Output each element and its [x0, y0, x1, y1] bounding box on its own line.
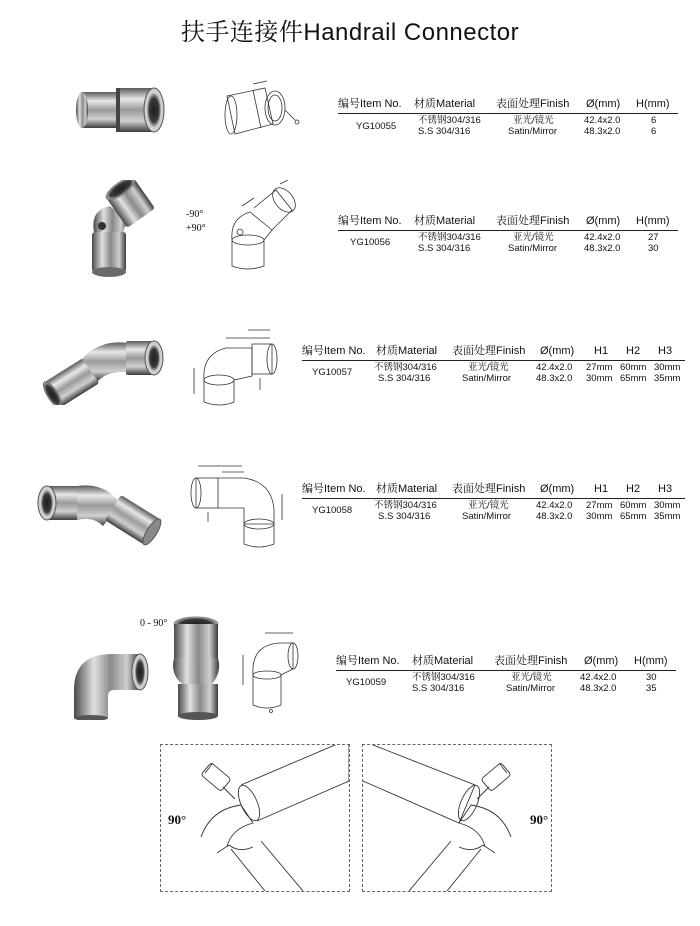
- finish-en: Satin/Mirror: [462, 511, 512, 522]
- header-material: 材质Material: [412, 655, 474, 667]
- product-photo-yg10055: [72, 78, 172, 148]
- header-item-no: 编号Item No.: [302, 483, 366, 495]
- h1-2: 30mm: [586, 373, 613, 384]
- diameter-1: 42.4x2.0: [580, 672, 617, 683]
- h1-1: 27mm: [586, 500, 613, 511]
- header-material: 材质Material: [414, 215, 476, 227]
- header-material: 材质Material: [376, 483, 438, 495]
- angle-label-minus: -90°: [186, 209, 204, 220]
- header-h: H(mm): [634, 655, 668, 667]
- finish-en: Satin/Mirror: [462, 373, 512, 384]
- h-1: 30: [646, 672, 657, 683]
- h3-1: 30mm: [654, 362, 681, 373]
- header-h3: H3: [658, 345, 673, 357]
- product-photo-yg10059-elbow: [60, 640, 150, 720]
- header-h: H(mm): [636, 98, 670, 110]
- material-en: S.S 304/316: [418, 126, 471, 137]
- technical-drawing-yg10057: [190, 318, 285, 408]
- header-finish: 表面处理Finish: [452, 345, 526, 357]
- technical-drawing-yg10059: [235, 625, 305, 715]
- diameter-1: 42.4x2.0: [584, 115, 621, 126]
- diameter-2: 48.3x2.0: [580, 683, 617, 694]
- header-finish: 表面处理Finish: [496, 215, 570, 227]
- spec-table-yg10059: [336, 656, 676, 696]
- angle-label-range: 0 - 90°: [140, 618, 168, 629]
- product-photo-yg10056: [80, 180, 160, 280]
- h3-2: 35mm: [654, 373, 681, 384]
- header-material: 材质Material: [376, 345, 438, 357]
- material-en: S.S 304/316: [378, 511, 431, 522]
- item-no: YG10058: [312, 505, 353, 516]
- diameter-2: 48.3x2.0: [584, 126, 621, 137]
- material-cn: 不锈钢304/316: [374, 362, 437, 373]
- header-material: 材质Material: [414, 98, 476, 110]
- finish-en: Satin/Mirror: [506, 683, 556, 694]
- product-photo-yg10059-offset: [160, 612, 230, 722]
- h1-1: 27mm: [586, 362, 613, 373]
- diameter-2: 48.3x2.0: [584, 243, 621, 254]
- h2-1: 60mm: [620, 362, 647, 373]
- header-item-no: 编号Item No.: [338, 215, 402, 227]
- finish-cn: 亚光/镜光: [511, 672, 552, 683]
- header-finish: 表面处理Finish: [496, 98, 570, 110]
- diameter-1: 42.4x2.0: [584, 232, 621, 243]
- diameter-1: 42.4x2.0: [536, 500, 573, 511]
- h-1: 6: [651, 115, 657, 126]
- angle-label-plus: +90°: [186, 223, 206, 234]
- material-en: S.S 304/316: [378, 373, 431, 384]
- installation-angle-right: 90°: [530, 812, 549, 827]
- header-finish: 表面处理Finish: [452, 483, 526, 495]
- header-item-no: 编号Item No.: [338, 98, 402, 110]
- h-1: 27: [648, 232, 659, 243]
- installation-angle-left: 90°: [168, 812, 187, 827]
- finish-cn: 亚光/镜光: [468, 362, 509, 373]
- finish-en: Satin/Mirror: [508, 243, 558, 254]
- finish-en: Satin/Mirror: [508, 126, 558, 137]
- spec-table-yg10058: [302, 484, 685, 524]
- product-photo-yg10058: [35, 470, 165, 550]
- diameter-2: 48.3x2.0: [536, 511, 573, 522]
- h2-2: 65mm: [620, 373, 647, 384]
- technical-drawing-yg10055: [215, 80, 305, 150]
- installation-diagram-right: [362, 744, 552, 892]
- h-2: 35: [646, 683, 657, 694]
- material-en: S.S 304/316: [412, 683, 465, 694]
- h3-2: 35mm: [654, 511, 681, 522]
- diameter-1: 42.4x2.0: [536, 362, 573, 373]
- spec-table-yg10057: [302, 346, 685, 386]
- installation-diagram-left: [160, 744, 350, 892]
- technical-drawing-yg10058: [188, 458, 288, 550]
- header-item-no: 编号Item No.: [336, 655, 400, 667]
- material-en: S.S 304/316: [418, 243, 471, 254]
- header-h1: H1: [594, 483, 609, 495]
- h2-1: 60mm: [620, 500, 647, 511]
- header-h3: H3: [658, 483, 673, 495]
- header-h2: H2: [626, 345, 641, 357]
- finish-cn: 亚光/镜光: [513, 232, 554, 243]
- header-diameter: Ø(mm): [586, 98, 621, 110]
- item-no: YG10056: [350, 237, 391, 248]
- diameter-2: 48.3x2.0: [536, 373, 573, 384]
- header-diameter: Ø(mm): [586, 215, 621, 227]
- material-cn: 不锈钢304/316: [418, 232, 481, 243]
- h2-2: 65mm: [620, 511, 647, 522]
- item-no: YG10055: [356, 121, 397, 132]
- header-h1: H1: [594, 345, 609, 357]
- technical-drawing-yg10056: [220, 180, 300, 275]
- page-title: 扶手连接件Handrail Connector: [180, 19, 520, 46]
- material-cn: 不锈钢304/316: [418, 115, 481, 126]
- material-cn: 不锈钢304/316: [412, 672, 475, 683]
- h1-2: 30mm: [586, 511, 613, 522]
- header-h: H(mm): [636, 215, 670, 227]
- item-no: YG10059: [346, 677, 387, 688]
- item-no: YG10057: [312, 367, 353, 378]
- finish-cn: 亚光/镜光: [468, 500, 509, 511]
- h-2: 30: [648, 243, 659, 254]
- spec-table-yg10056: [338, 216, 678, 256]
- header-diameter: Ø(mm): [584, 655, 619, 667]
- header-diameter: Ø(mm): [540, 483, 575, 495]
- spec-table-yg10055: [338, 99, 678, 139]
- finish-cn: 亚光/镜光: [513, 115, 554, 126]
- h-2: 6: [651, 126, 657, 137]
- header-item-no: 编号Item No.: [302, 345, 366, 357]
- product-photo-yg10057: [40, 325, 170, 405]
- header-diameter: Ø(mm): [540, 345, 575, 357]
- h3-1: 30mm: [654, 500, 681, 511]
- material-cn: 不锈钢304/316: [374, 500, 437, 511]
- header-h2: H2: [626, 483, 641, 495]
- header-finish: 表面处理Finish: [494, 655, 568, 667]
